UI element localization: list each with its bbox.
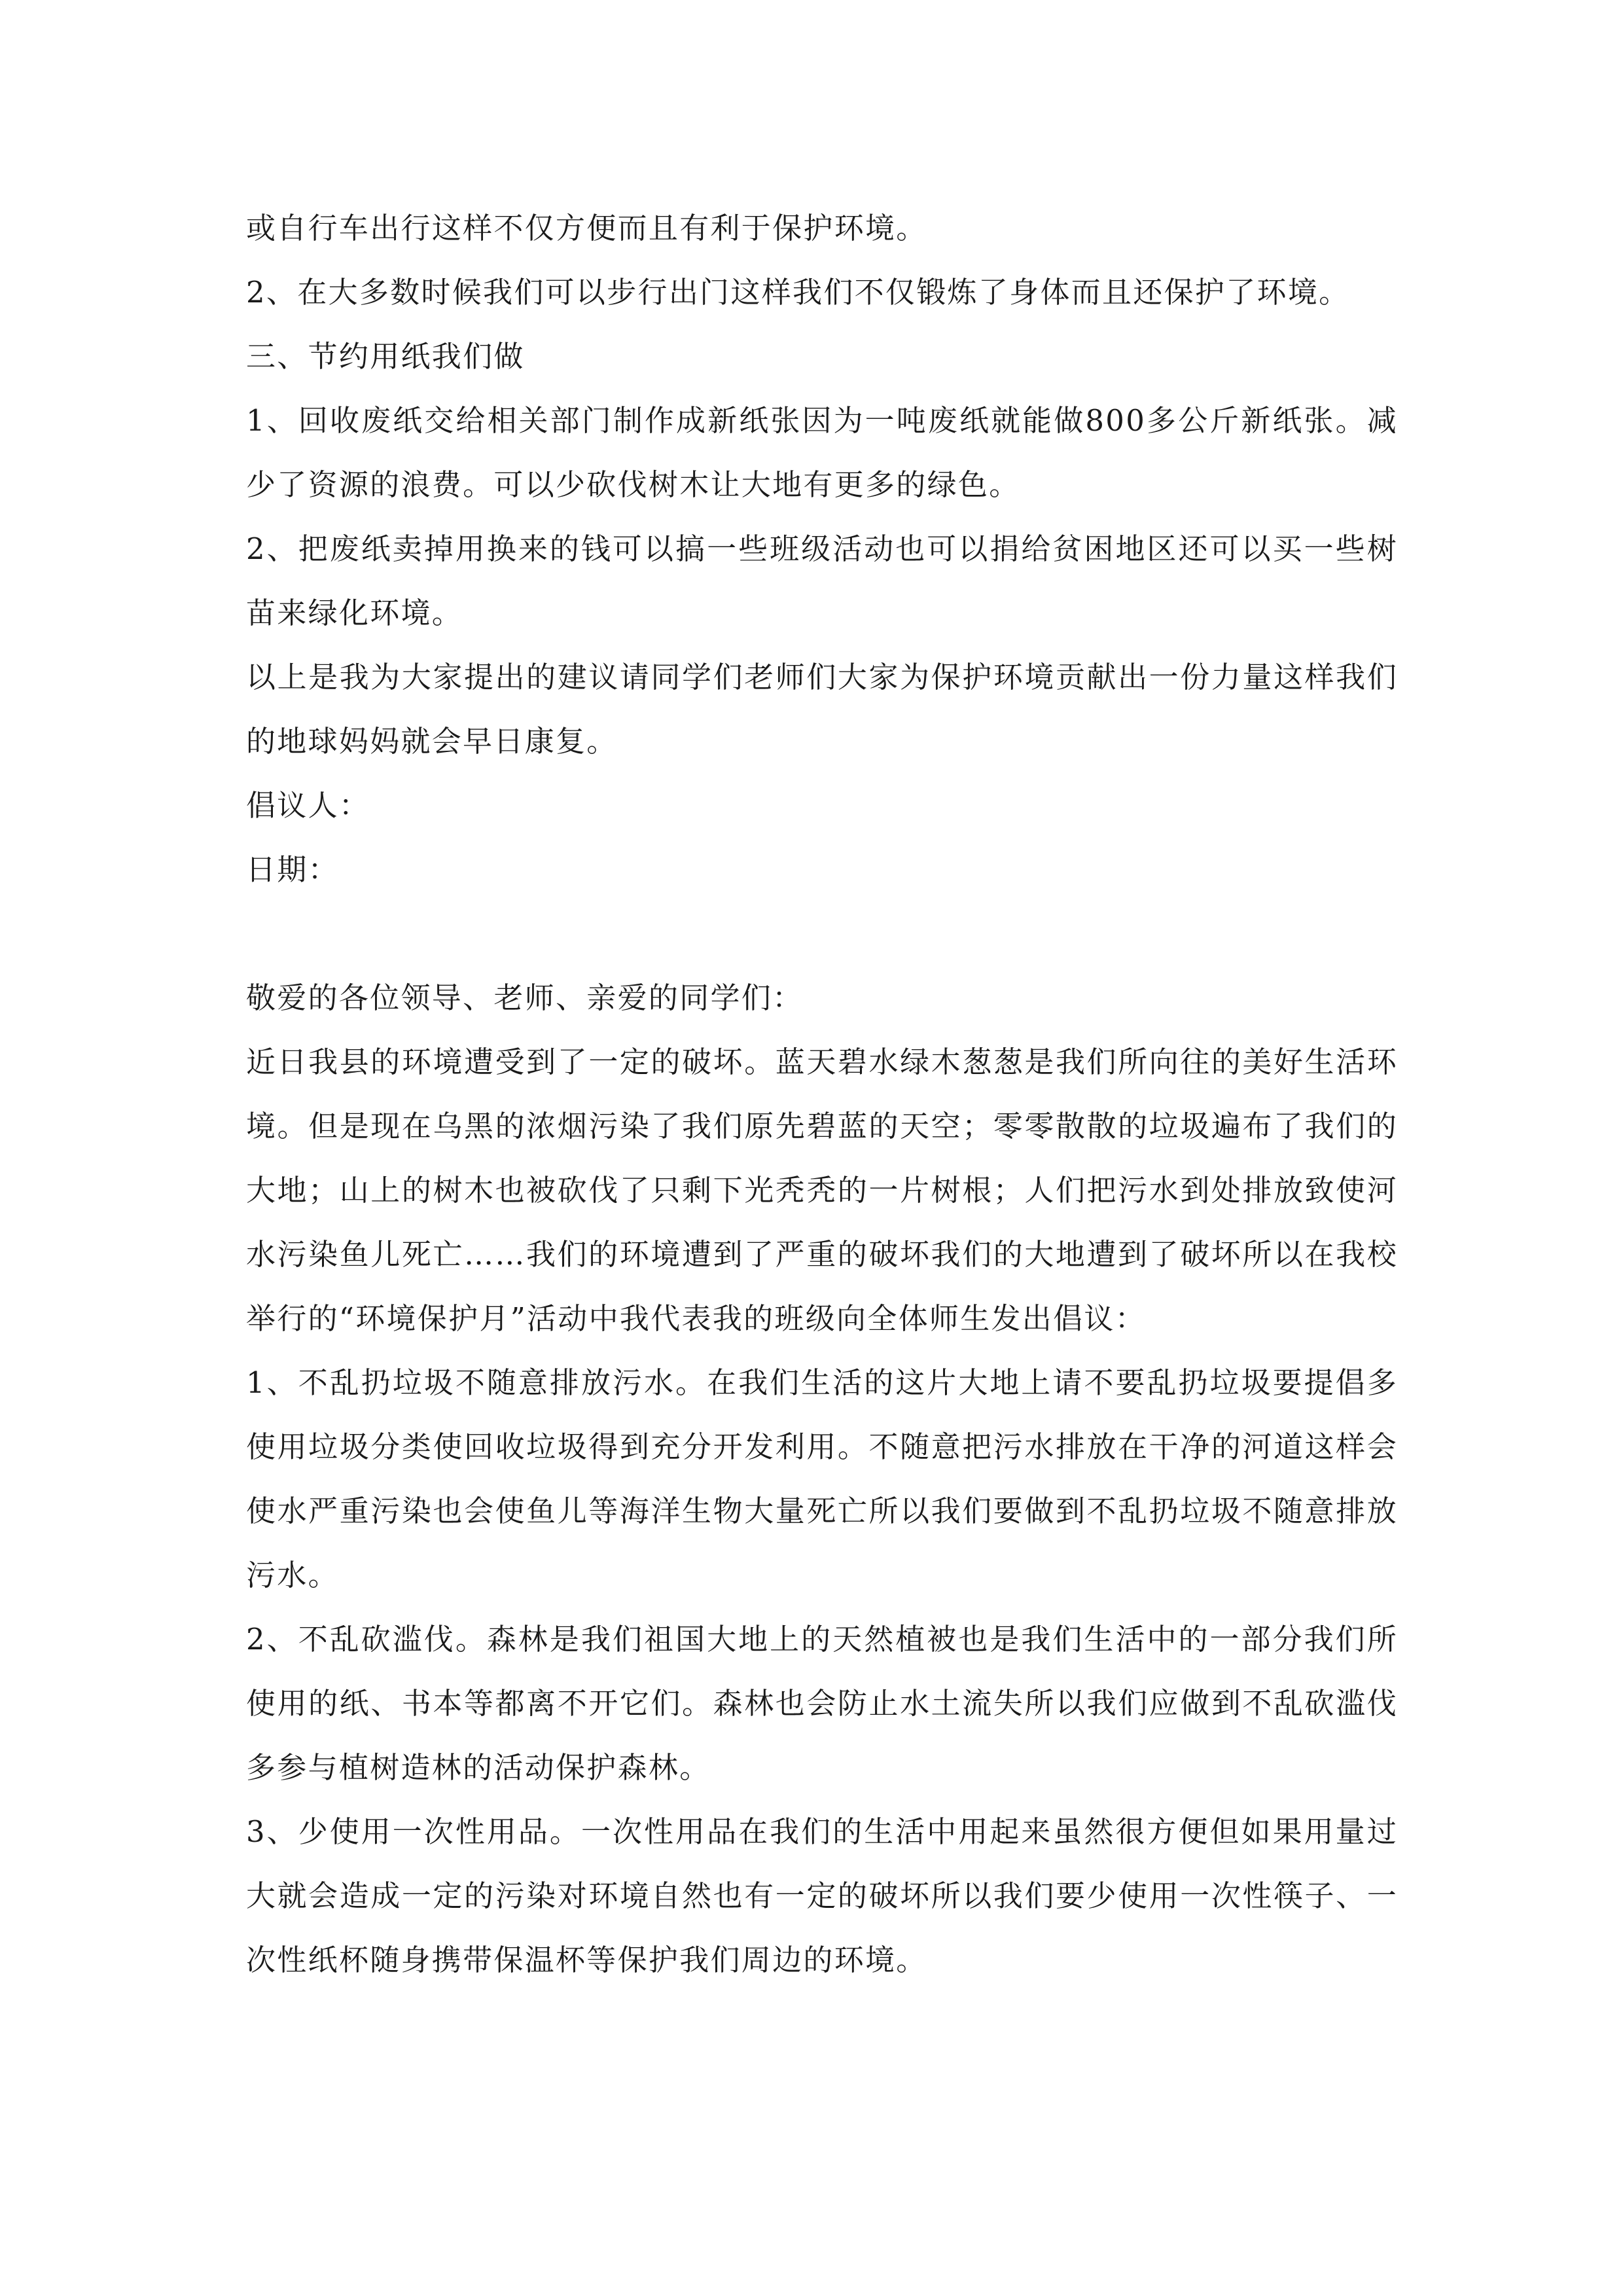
signer-label: 倡议人： [246,788,370,823]
paragraph-no-littering: 1、不乱扔垃圾不随意排放污水。在我们生活的这片大地上请不要乱扔垃圾要提倡多使用垃圾分类使回收垃圾得到充分开发利用。不随意把污水排放在干净的河道这样会使水严重污染也会使鱼儿等海洋生物大量死亡所以我们要做到不乱扔垃圾不随意排放污水。 [246,1365,1398,1592]
greeting: 敬爱的各位领导、老师、亲爱的同学们： [246,980,804,1015]
paragraph-walking: 2、在大多数时候我们可以步行出门这样我们不仅锻炼了身体而且还保护了环境。 [246,275,1350,310]
paragraph-recycle-paper: 1、回收废纸交给相关部门制作成新纸张因为一吨废纸就能做800多公斤新纸张。减少了资源的浪费。可以少砍伐树木让大地有更多的绿色。 [246,403,1398,502]
paragraph-conclusion: 以上是我为大家提出的建议请同学们老师们大家为保护环境贡献出一份力量这样我们的地球妈妈就会早日康复。 [246,660,1398,759]
document-body [246,196,1398,1992]
section-spacer [246,902,1398,966]
paragraph-bicycle: 或自行车出行这样不仅方便而且有利于保护环境。 [246,211,927,245]
paragraph-sell-paper: 2、把废纸卖掉用换来的钱可以搞一些班级活动也可以捐给贫困地区还可以买一些树苗来绿化环境。 [246,531,1398,630]
date-label: 日期： [246,852,339,887]
paragraph-intro: 近日我县的环境遭受到了一定的破坏。蓝天碧水绿木葱葱是我们所向往的美好生活环境。但是现在乌黑的浓烟污染了我们原先碧蓝的天空；零零散散的垃圾遍布了我们的大地；山上的树木也被砍伐了只剩下光秃秃的一片树根；人们把污水到处排放致使河水污染鱼儿死亡……我们的环境遭到了严重的破坏我们的大地遭到了破坏所以在我校举行的“环境保护月”活动中我代表我的班级向全体师生发出倡议： [246,1045,1398,1336]
paragraph-no-deforestation: 2、不乱砍滥伐。森林是我们祖国大地上的天然植被也是我们生活中的一部分我们所使用的纸、书本等都离不开它们。森林也会防止水土流失所以我们应做到不乱砍滥伐多参与植树造林的活动保护森林。 [246,1622,1398,1785]
paragraph-disposables: 3、少使用一次性用品。一次性用品在我们的生活中用起来虽然很方便但如果用量过大就会造成一定的污染对环境自然也有一定的破坏所以我们要少使用一次性筷子、一次性纸杯随身携带保温杯等保护我们周边的环境。 [246,1814,1398,1977]
section-heading-paper: 三、节约用纸我们做 [246,339,525,374]
